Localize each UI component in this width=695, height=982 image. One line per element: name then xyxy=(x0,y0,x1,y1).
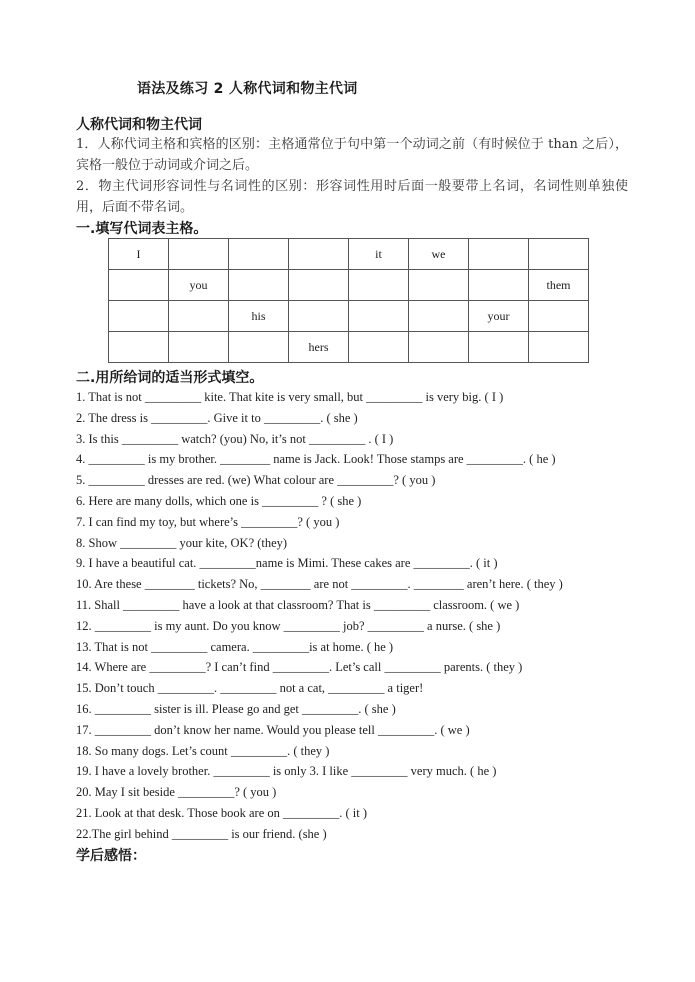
table-cell xyxy=(349,332,409,363)
exercise-item: 1. That is not _________ kite. That kite is very small, but _________ is very big. ( I ) xyxy=(76,390,504,404)
exercise-item: 22.The girl behind _________ is our friend. (she ) xyxy=(76,826,327,841)
table-cell xyxy=(289,270,349,301)
exercise-list xyxy=(76,387,636,845)
table-cell xyxy=(109,270,169,301)
table-row xyxy=(109,301,589,332)
table-cell xyxy=(469,239,529,270)
exercise-item: 15. Don’t touch _________. _________ not a cat, _________ a tiger! xyxy=(76,681,424,696)
exercise-item: 9. I have a beautiful cat. _________name is Mimi. These cakes are _________. ( it ) xyxy=(76,556,498,571)
table-cell xyxy=(109,301,169,332)
exercise-item: 6. Here are many dolls, which one is _________ ? ( she ) xyxy=(76,493,362,508)
table-cell xyxy=(289,239,349,270)
exercise-item: 17. _________ don’t know her name. Would you please tell _________. ( we ) xyxy=(76,722,470,737)
exercise-item: 3. Is this _________ watch? (you) No, it’s not _________ . ( I ) xyxy=(76,431,394,446)
table-cell xyxy=(169,332,229,363)
exercise-item: 19. I have a lovely brother. _________ is only 3. I like _________ very much. ( he ) xyxy=(76,764,497,779)
table-cell: we xyxy=(409,239,469,270)
exercise-item: 11. Shall _________ have a look at that classroom? That is _________ classroom. ( we ) xyxy=(76,597,520,612)
table-cell xyxy=(169,239,229,270)
exercise-item: 16. _________ sister is ill. Please go and get _________. ( she ) xyxy=(76,701,396,716)
exercise-item: 7. I can find my toy, but where’s _________? ( you ) xyxy=(76,514,340,529)
exercise-item: 20. May I sit beside _________? ( you ) xyxy=(76,785,277,800)
exercise-item: 21. Look at that desk. Those book are on _________. ( it ) xyxy=(76,805,368,820)
table-cell xyxy=(229,239,289,270)
table-cell xyxy=(349,301,409,332)
table-cell xyxy=(529,301,589,332)
table-cell xyxy=(469,332,529,363)
exercise-item: 2. The dress is _________. Give it to _________. ( she ) xyxy=(76,410,358,425)
table-cell xyxy=(289,301,349,332)
table-row xyxy=(109,270,589,301)
exercise-item: 14. Where are _________? I can’t find _________. Let’s call _________ parents. ( they ) xyxy=(76,660,523,675)
table-cell xyxy=(529,239,589,270)
table-cell xyxy=(409,270,469,301)
exercise-item: 5. _________ dresses are red. (we) What colour are _________? ( you ) xyxy=(76,473,436,488)
table-cell: you xyxy=(169,270,229,301)
table-cell xyxy=(529,332,589,363)
pronoun-table xyxy=(108,238,589,363)
exercise-item: 8. Show _________ your kite, OK? (they) xyxy=(76,535,288,550)
table-cell xyxy=(469,270,529,301)
table-cell: it xyxy=(349,239,409,270)
table-cell xyxy=(349,270,409,301)
table-cell xyxy=(409,332,469,363)
table-cell: them xyxy=(529,270,589,301)
exercise-item: 13. That is not _________ camera. _________is at home. ( he ) xyxy=(76,639,394,654)
table-cell: hers xyxy=(289,332,349,363)
exercise-item: 10. Are these ________ tickets? No, ________ are not _________. ________ aren’t here. ( they ) xyxy=(76,577,563,592)
section1-heading: 一.填写代词表主格。 xyxy=(76,221,208,237)
table-row xyxy=(109,239,589,270)
table-cell xyxy=(229,332,289,363)
reflection-heading: 学后感悟： xyxy=(76,848,146,864)
table-cell xyxy=(109,332,169,363)
table-cell xyxy=(169,301,229,332)
table-cell xyxy=(229,270,289,301)
exercise-item: 4. _________ is my brother. ________ name is Jack. Look! Those stamps are _________. ( he ) xyxy=(76,452,556,467)
intro-point-1: 1．人称代词主格和宾格的区别：主格通常位于句中第一个动词之前（有时候位于 than 之后），宾格一般位于动词或介词之后。 xyxy=(76,137,628,173)
exercise-item: 18. So many dogs. Let’s count _________. ( they ) xyxy=(76,743,330,758)
document-title: 语法及练习 2 人称代词和物主代词 xyxy=(137,81,358,97)
section2-heading: 二.用所给词的适当形式填空。 xyxy=(76,370,264,386)
table-cell: his xyxy=(229,301,289,332)
table-cell xyxy=(409,301,469,332)
table-cell: your xyxy=(469,301,529,332)
intro-heading: 人称代词和物主代词 xyxy=(76,117,202,133)
table-cell: I xyxy=(109,239,169,270)
table-row xyxy=(109,332,589,363)
exercise-item: 12. _________ is my aunt. Do you know _________ job? _________ a nurse. ( she ) xyxy=(76,618,501,633)
intro-point-2: 2．物主代词形容词性与名词性的区别：形容词性用时后面一般要带上名词，名词性则单独使用，后面不带名词。 xyxy=(76,179,628,215)
